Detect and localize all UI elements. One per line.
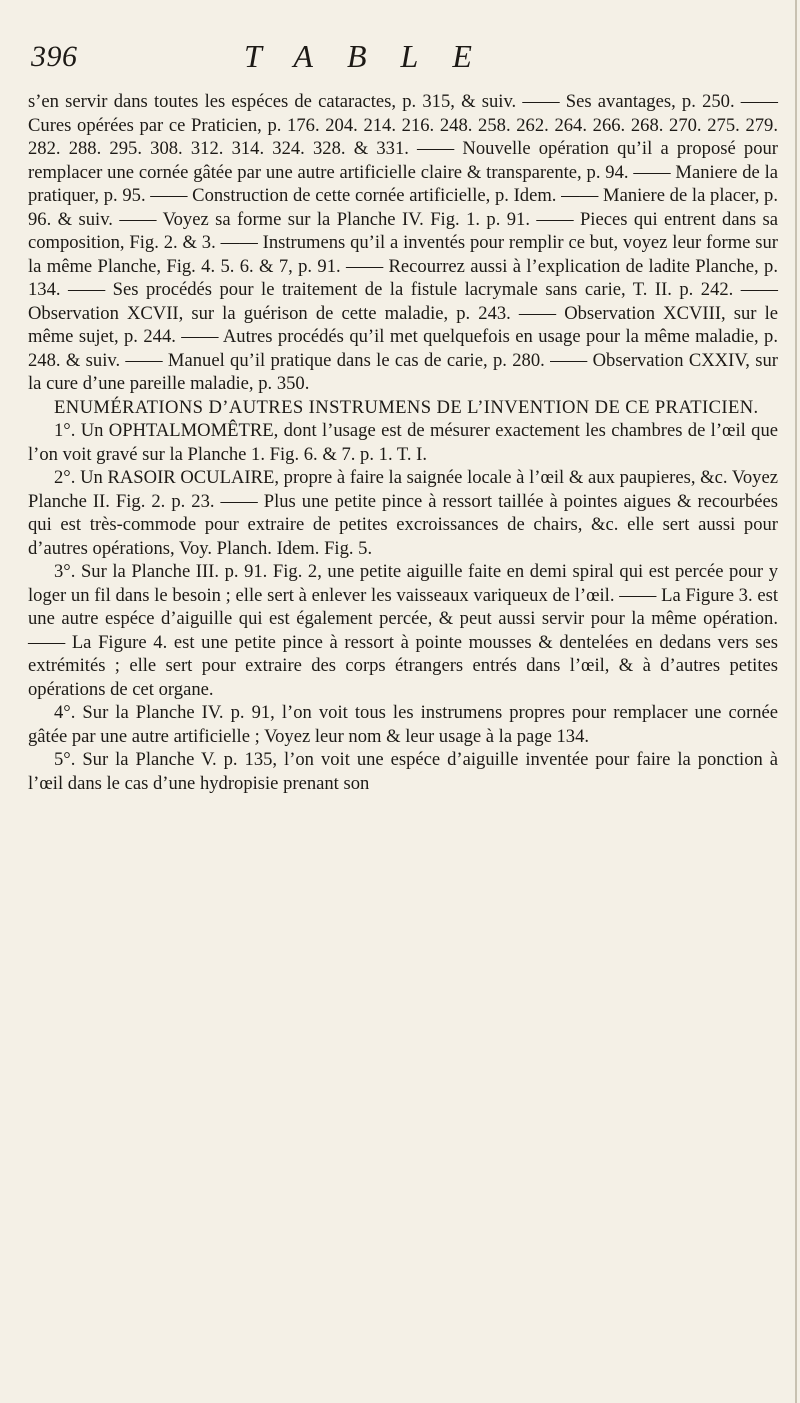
running-title: TABLE [244,38,506,74]
list-item-3: 3°. Sur la Planche III. p. 91. Fig. 2, une petite aiguille faite en demi spiral qui est percée pour y loger un fil dans le besoin ; elle sert à enlever les vaisseaux variqueux de l’œil. —— La Figure 3. est une autre espéce d’aiguille qui est également percée, & peut aussi servir pour la même opération. —— La Figure 4. est une petite pince à ressort à pointe mousses & dentelées en dedans vers ses extrémités ; elle sert pour extraire des corps étrangers entrés dans l’œil, & à d’autres petites opérations de cet organe. [28,561,778,700]
page-number: 396 [31,40,78,73]
continuation-paragraph: s’en servir dans toutes les espéces de cataractes, p. 315, & suiv. —— Ses avantages, p. 250. —— Cures opérées par ce Praticien, p. 176. 204. 214. 216. 248. 258. 262. 264. 266. 268. 270. 275. 279. 282. 288. 295. 308. 312. 314. 324. 328. & 331. —— Nouvelle opération qu’il a proposé pour remplacer une cornée gâtée par une autre artificielle claire & transparente, p. 94. —— Maniere de la pratiquer, p. 95. —— Construction de cette cornée artificielle, p. Idem. —— Maniere de la placer, p. 96. & suiv. —— Voyez sa forme sur la Planche IV. Fig. 1. p. 91. —— Pieces qui entrent dans sa composition, Fig. 2. & 3. —— Instrumens qu’il a inventés pour remplir ce but, voyez leur forme sur la même Planche, Fig. 4. 5. 6. & 7, p. 91. —— Recourrez aussi à l’explication de ladite Planche, p. 134. —— Ses procédés pour le traitement de la fistule lacrymale sans carie, T. II. p. 242. —— Observation XCVII, sur la guérison de cette maladie, p. 243. —— Observation XCVIII, sur le même sujet, p. 244. —— Autres procédés qu’il met quelquefois en usage pour la même maladie, p. 248. & suiv. —— Manuel qu’il pratique dans le cas de carie, p. 280. —— Observation CXXIV, sur la cure d’une pareille maladie, p. 350. [28,91,778,394]
body-text [28,90,778,795]
list-item-4: 4°. Sur la Planche IV. p. 91, l’on voit tous les instrumens propres pour remplacer une cornée gâtée par une autre artificielle ; Voyez leur nom & leur usage à la page 134. [28,702,778,747]
page-edge [795,0,797,1403]
list-item-2: 2°. Un RASOIR OCULAIRE, propre à faire la saignée locale à l’œil & aux paupieres, &c. Voyez Planche II. Fig. 2. p. 23. —— Plus une petite pince à ressort taillée à pointes aigues & recourbées qui est très-commode pour extraire de petites excroissances de chairs, &c. elle sert aussi pour d’autres opérations, Voy. Planch. Idem. Fig. 5. [28,467,778,559]
list-item-5: 5°. Sur la Planche V. p. 135, l’on voit une espéce d’aiguille inventée pour faire la ponction à l’œil dans le cas d’une hydropisie prenant son [28,749,778,794]
running-head [28,32,778,82]
section-heading: ENUMÉRATIONS D’AUTRES INSTRUMENS DE L’INVENTION DE CE PRATICIEN. [54,396,759,418]
list-item-1: 1°. Un OPHTALMOMÊTRE, dont l’usage est de mésurer exactement les chambres de l’œil que l’on voit gravé sur la Planche 1. Fig. 6. & 7. p. 1. T. I. [28,420,778,465]
